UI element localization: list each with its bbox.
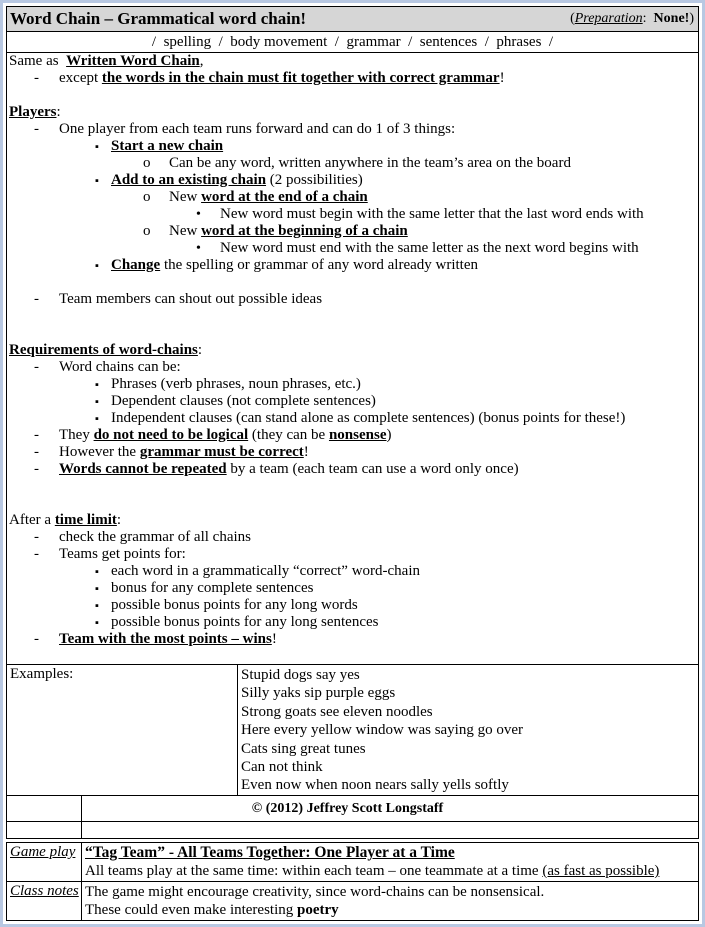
prep-value: None! bbox=[653, 11, 690, 26]
rule-line bbox=[9, 121, 698, 138]
text-segment: New word must end with the same letter as the next word begins with bbox=[220, 240, 639, 256]
text-segment: Phrases (verb phrases, noun phrases, etc.) bbox=[111, 376, 361, 392]
text-segment: (2 possibilities) bbox=[266, 172, 363, 188]
text-segment: nonsense bbox=[328, 427, 387, 443]
example-line: Can not think bbox=[241, 759, 323, 776]
note-line bbox=[85, 862, 696, 880]
rule-line bbox=[9, 580, 698, 597]
text-segment: Written Word Chain bbox=[66, 53, 200, 69]
text-segment: : bbox=[197, 342, 203, 358]
rule-line bbox=[9, 529, 698, 546]
text-segment: possible bonus points for any long sentences bbox=[111, 614, 379, 630]
text-segment: Words cannot be repeated bbox=[59, 461, 227, 477]
text-segment: Add to an existing chain bbox=[111, 172, 267, 188]
bullet-icon: - bbox=[34, 529, 39, 545]
blank-line bbox=[9, 87, 698, 104]
examples-list bbox=[238, 665, 698, 795]
bullet-icon: ▪ bbox=[95, 175, 99, 187]
empty-row bbox=[7, 822, 698, 838]
text-segment: Requirements of word-chains bbox=[9, 342, 198, 358]
rule-line bbox=[9, 257, 698, 274]
text-segment: bonus for any complete sentences bbox=[111, 580, 314, 596]
blank-line bbox=[9, 478, 698, 495]
rule-line bbox=[9, 376, 698, 393]
prep-open: ( bbox=[570, 11, 575, 26]
bullet-icon: - bbox=[34, 359, 39, 375]
text-segment: (they can be bbox=[248, 427, 329, 443]
text-segment: the words in the chain must fit together with correct grammar bbox=[101, 70, 500, 86]
text-segment: New bbox=[169, 189, 202, 205]
bullet-icon: o bbox=[143, 223, 151, 239]
empty-left-cell bbox=[7, 822, 82, 838]
bullet-icon: ▪ bbox=[95, 396, 99, 408]
bullet-icon: - bbox=[34, 291, 39, 307]
bullet-icon: o bbox=[143, 189, 151, 205]
rule-line bbox=[9, 631, 698, 648]
example-line: Even now when noon nears sally yells softly bbox=[241, 777, 509, 794]
text-segment: Independent clauses (can stand alone as complete sentences) (bonus points for these!) bbox=[111, 410, 626, 426]
bullet-icon: - bbox=[34, 631, 39, 647]
bullet-icon: • bbox=[196, 241, 201, 256]
text-segment: Word chains can be: bbox=[59, 359, 181, 375]
rule-line bbox=[9, 291, 698, 308]
rule-line bbox=[9, 597, 698, 614]
text-segment: by a team (each team can use a word only once) bbox=[226, 461, 519, 477]
rule-line bbox=[9, 206, 698, 223]
rules-table bbox=[6, 6, 699, 796]
bullet-icon: ▪ bbox=[95, 617, 99, 629]
copyright-row bbox=[7, 796, 698, 822]
title-bar bbox=[7, 7, 698, 32]
bullet-icon: ▪ bbox=[95, 600, 99, 612]
rule-line bbox=[9, 546, 698, 563]
text-segment: All teams play at the same time: within each team – one teammate at a time bbox=[85, 863, 543, 879]
text-segment: each word in a grammatically “correct” word-chain bbox=[111, 563, 421, 579]
example-line: Here every yellow window was saying go over bbox=[241, 722, 524, 739]
text-segment: (as fast as possible) bbox=[542, 863, 660, 879]
rule-line bbox=[9, 70, 698, 87]
empty-right-cell bbox=[82, 822, 698, 838]
bullet-icon: ▪ bbox=[95, 413, 99, 425]
blank-line bbox=[9, 648, 698, 665]
rule-line bbox=[9, 223, 698, 240]
document-page bbox=[3, 3, 702, 924]
examples-label: Examples: bbox=[7, 665, 238, 795]
text-segment: Team with the most points – wins bbox=[59, 631, 272, 647]
bullet-icon: ▪ bbox=[95, 583, 99, 595]
text-segment: Can be any word, written anywhere in the team’s area on the board bbox=[169, 155, 571, 171]
rule-line bbox=[9, 359, 698, 376]
text-segment: word at the beginning of a chain bbox=[201, 223, 408, 239]
notes-table bbox=[6, 842, 699, 921]
text-segment: ! bbox=[499, 70, 505, 86]
text-segment: The game might encourage creativity, since word-chains can be nonsensical. bbox=[85, 884, 545, 900]
bullet-icon: - bbox=[34, 461, 39, 477]
text-segment: Players bbox=[9, 104, 57, 120]
text-segment: grammar must be correct bbox=[139, 444, 304, 460]
page-title: Word Chain – Grammatical word chain! bbox=[10, 9, 307, 28]
text-segment: One player from each team runs forward and can do 1 of 3 things: bbox=[59, 121, 456, 137]
text-segment: time limit bbox=[54, 512, 117, 528]
game-play-content bbox=[82, 843, 698, 881]
text-segment: After a bbox=[9, 512, 55, 528]
copyright-table bbox=[6, 795, 699, 839]
rule-line bbox=[9, 410, 698, 427]
text-segment: : bbox=[116, 512, 122, 528]
prep-colon: : bbox=[642, 11, 654, 26]
text-segment: ! bbox=[271, 631, 277, 647]
rule-line bbox=[9, 444, 698, 461]
rule-line bbox=[9, 461, 698, 478]
rule-line bbox=[9, 138, 698, 155]
rule-line bbox=[9, 563, 698, 580]
game-play-row bbox=[7, 843, 698, 881]
example-line: Stupid dogs say yes bbox=[241, 667, 360, 683]
blank-line bbox=[9, 325, 698, 342]
text-segment: except bbox=[59, 70, 102, 86]
text-segment: They bbox=[59, 427, 94, 443]
rule-line bbox=[9, 172, 698, 189]
text-segment: : bbox=[56, 104, 61, 120]
note-line bbox=[85, 883, 696, 901]
text-segment: , bbox=[199, 53, 204, 69]
rule-line bbox=[9, 240, 698, 257]
prep-close: ) bbox=[689, 11, 694, 26]
text-segment: ) bbox=[386, 427, 392, 443]
copyright-text: © (2012) Jeffrey Scott Longstaff bbox=[251, 801, 444, 816]
class-notes-content bbox=[82, 882, 698, 920]
bullet-icon: ▪ bbox=[95, 260, 99, 272]
text-segment: Dependent clauses (not complete sentences) bbox=[111, 393, 376, 409]
rules-body bbox=[7, 53, 698, 665]
example-line: Cats sing great tunes bbox=[241, 740, 366, 757]
blank-line bbox=[9, 274, 698, 291]
text-segment: word at the end of a chain bbox=[201, 189, 368, 205]
text-segment: Same as bbox=[9, 53, 67, 69]
text-segment: New word must begin with the same letter that the last word ends with bbox=[220, 206, 644, 222]
class-notes-label: Class notes bbox=[10, 883, 79, 899]
text-segment: These could even make interesting bbox=[85, 902, 298, 918]
text-segment: New bbox=[169, 223, 202, 239]
prep-label: Preparation bbox=[574, 11, 643, 26]
bullet-icon: - bbox=[34, 427, 39, 443]
text-segment: However the bbox=[59, 444, 140, 460]
text-segment: Start a new chain bbox=[111, 138, 224, 154]
rule-line bbox=[9, 189, 698, 206]
bullet-icon: ▪ bbox=[95, 379, 99, 391]
rule-line bbox=[9, 614, 698, 631]
note-line bbox=[85, 901, 696, 919]
text-segment: do not need to be logical bbox=[93, 427, 249, 443]
examples-row bbox=[7, 665, 698, 795]
game-play-label: Game play bbox=[10, 844, 76, 860]
bullet-icon: - bbox=[34, 546, 39, 562]
bullet-icon: • bbox=[196, 207, 201, 222]
rule-line bbox=[9, 155, 698, 172]
rule-line bbox=[9, 393, 698, 410]
preparation-note bbox=[570, 11, 694, 27]
text-segment: poetry bbox=[297, 902, 339, 918]
rule-line bbox=[9, 342, 698, 359]
blank-line bbox=[9, 308, 698, 325]
bullet-icon: o bbox=[143, 155, 151, 171]
bullet-icon: - bbox=[34, 121, 39, 137]
text-segment: possible bonus points for any long words bbox=[111, 597, 358, 613]
text-segment: Team members can shout out possible ideas bbox=[59, 291, 323, 307]
text-segment: the spelling or grammar of any word already written bbox=[160, 257, 478, 273]
class-notes-row bbox=[7, 881, 698, 920]
example-line: Silly yaks sip purple eggs bbox=[241, 685, 396, 702]
text-segment: Teams get points for: bbox=[59, 546, 186, 562]
bullet-icon: - bbox=[34, 70, 39, 86]
bullet-icon: ▪ bbox=[95, 566, 99, 578]
rule-line bbox=[9, 512, 698, 529]
bullet-icon: - bbox=[34, 444, 39, 460]
example-line: Strong goats see eleven noodles bbox=[241, 703, 433, 720]
note-line bbox=[85, 844, 696, 862]
copyright-left-cell bbox=[7, 796, 82, 821]
rule-line bbox=[9, 427, 698, 444]
rule-line bbox=[9, 53, 698, 70]
text-segment: “Tag Team” - All Teams Together: One Player at a Time bbox=[85, 844, 455, 861]
text-segment: check the grammar of all chains bbox=[59, 529, 251, 545]
category-tags: / spelling / body movement / grammar / sentences / phrases / bbox=[7, 32, 698, 53]
text-segment: ! bbox=[303, 444, 309, 460]
bullet-icon: ▪ bbox=[95, 141, 99, 153]
rule-line bbox=[9, 104, 698, 121]
text-segment: Change bbox=[111, 257, 161, 273]
blank-line bbox=[9, 495, 698, 512]
